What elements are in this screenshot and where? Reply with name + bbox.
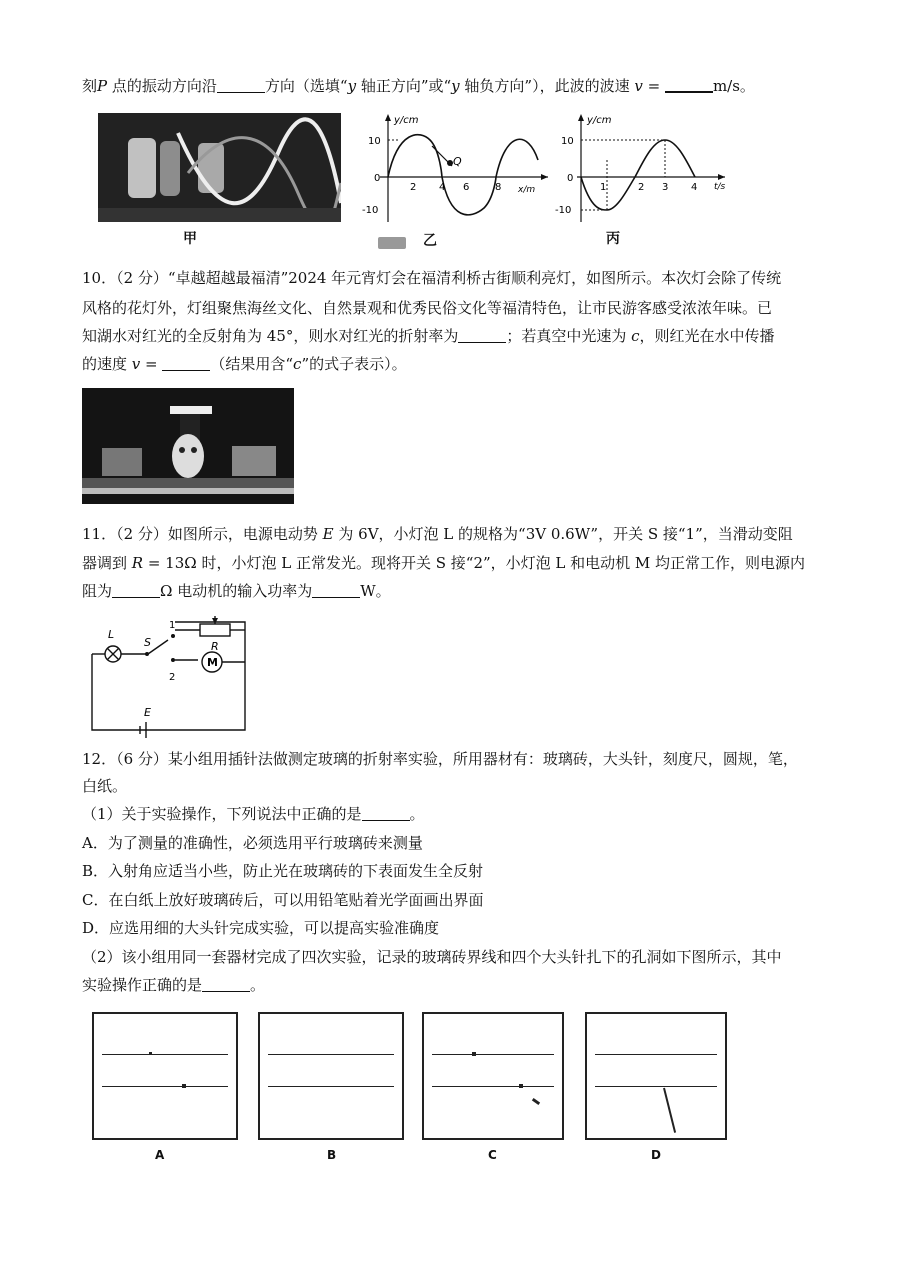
slider-arrow xyxy=(212,618,218,624)
label-2: 2 xyxy=(169,672,176,683)
box-label-b: B xyxy=(327,1148,337,1162)
answer-blank[interactable] xyxy=(162,356,210,371)
rheostat xyxy=(200,624,230,636)
tick-y-neg10: -10 xyxy=(555,205,572,216)
q11-line2: 器调到 R = 13Ω 时，小灯泡 L 正常发光。现将开关 S 接“2”，小灯泡 L 和电动机 M 均正常工作，则电源内 xyxy=(82,554,806,572)
tick-t-2: 2 xyxy=(638,182,645,193)
scan-mark xyxy=(378,237,406,249)
label-E: E xyxy=(144,706,151,719)
label-1: 1 xyxy=(169,620,176,631)
boundary-top xyxy=(268,1054,394,1055)
answer-blank[interactable] xyxy=(202,977,250,992)
q10-line4: 的速度 v = （结果用含“c”的式子表示）。 xyxy=(82,355,407,373)
tick-t-3: 3 xyxy=(662,182,669,193)
boundary-top xyxy=(595,1054,717,1055)
q12-option-d: D．应选用细的大头针完成实验，可以提高实验准确度 xyxy=(82,919,440,937)
caption-yi: 乙 xyxy=(423,233,437,249)
q12-option-b: B．入射角应适当小些，防止光在玻璃砖的下表面发生全反射 xyxy=(82,862,484,880)
box-label-c: C xyxy=(488,1148,497,1162)
wave-photo xyxy=(98,113,341,222)
tick-t-1: 1 xyxy=(600,182,607,193)
pin-hole xyxy=(519,1084,523,1088)
record-box-b xyxy=(258,1012,404,1140)
caption-bing: 丙 xyxy=(606,231,620,247)
boundary-bottom xyxy=(268,1086,394,1087)
record-box-d xyxy=(585,1012,727,1140)
pin-hole xyxy=(182,1084,186,1088)
tick-x-2: 2 xyxy=(410,182,417,193)
record-box-a xyxy=(92,1012,238,1140)
wave-graph-yi xyxy=(360,110,550,225)
pin-hole xyxy=(472,1052,476,1056)
tick-y-10: 10 xyxy=(561,136,574,147)
y-label: y/cm xyxy=(587,115,612,126)
q12-line1: 12．（6 分）某小组用插针法做测定玻璃的折射率实验，所用器材有：玻璃砖，大头针，刻度尺，圆规，笔， xyxy=(82,750,798,768)
box-label-a: A xyxy=(155,1148,165,1162)
label-R: R xyxy=(211,640,219,653)
q12-option-a: A．为了测量的准确性，必须选用平行玻璃砖来测量 xyxy=(82,834,423,852)
lantern-photo xyxy=(82,388,294,504)
tick-x-6: 6 xyxy=(463,182,470,193)
q12-option-c: C．在白纸上放好玻璃砖后，可以用铅笔贴着光学面画出界面 xyxy=(82,891,484,909)
label-L: L xyxy=(108,628,115,641)
tick-y-10: 10 xyxy=(368,136,381,147)
boundary-bottom xyxy=(432,1086,554,1087)
wave-photo-drawing xyxy=(98,113,341,222)
answer-blank[interactable] xyxy=(665,77,713,93)
contact-2 xyxy=(171,658,175,662)
label-S: S xyxy=(144,636,151,649)
q11-line1: 11．（2 分）如图所示，电源电动势 E 为 6V，小灯泡 L 的规格为“3V 0.6W”，开关 S 接“1”，当滑动变阻 xyxy=(82,525,793,543)
tick-x-4: 4 xyxy=(439,182,446,193)
vibration-graph-bing xyxy=(555,110,735,225)
q9-tail-line: 刻P 点的振动方向沿 方向（选填“y 轴正方向”或“y 轴负方向”），此波的波速 v = m/s。 xyxy=(82,77,755,95)
boundary-bottom xyxy=(102,1086,228,1087)
pin-hole xyxy=(149,1052,152,1055)
tick-t-4: 4 xyxy=(691,182,698,193)
y-label: y/cm xyxy=(394,115,419,126)
box-label-d: D xyxy=(651,1148,661,1162)
switch-pivot xyxy=(145,652,149,656)
q10-line2: 风格的花灯外，灯组聚焦海丝文化、自然景观和优秀民俗文化等福清特色，让市民游客感受浓浓年味。已 xyxy=(82,299,773,317)
wave-curve xyxy=(388,135,538,215)
refracted-ray-mark xyxy=(663,1088,676,1133)
q10-line3: 知湖水对红光的全反射角为 45°，则水对红光的折射率为 ；若真空中光速为 c，则红光在水中传播 xyxy=(82,327,775,345)
answer-blank[interactable] xyxy=(112,583,160,598)
boundary-top xyxy=(102,1054,228,1055)
y-axis-arrow xyxy=(385,114,391,121)
lantern-photo-drawing xyxy=(82,388,294,504)
boundary-bottom xyxy=(595,1086,717,1087)
y-axis-arrow xyxy=(578,114,584,121)
t-unit: t/s xyxy=(714,182,726,192)
answer-blank[interactable] xyxy=(217,78,265,93)
circuit-diagram xyxy=(80,612,270,738)
q10-line1: 10．（2 分）“卓越超越最福清”2024 年元宵灯会在福清利桥古街顺利亮灯，如图所示。本次灯会除了传统 xyxy=(82,269,782,287)
tick-x-8: 8 xyxy=(495,182,502,193)
label-M: M xyxy=(207,656,218,669)
boundary-top xyxy=(432,1054,554,1055)
vibration-curve xyxy=(581,140,698,210)
pin-hole xyxy=(532,1098,540,1105)
record-box-c xyxy=(422,1012,564,1140)
q11-line3: 阻为 Ω 电动机的输入功率为 W。 xyxy=(82,582,391,600)
answer-blank[interactable] xyxy=(312,583,360,598)
q12-line2: 白纸。 xyxy=(82,777,128,795)
q12-sub2-line1: （2）该小组用同一套器材完成了四次实验，记录的玻璃砖界线和四个大头针扎下的孔洞如下图所示，其中 xyxy=(82,948,782,966)
contact-1 xyxy=(171,634,175,638)
lamp-cross xyxy=(107,648,119,660)
answer-blank[interactable] xyxy=(458,328,506,343)
tick-y-0: 0 xyxy=(567,173,574,184)
q12-sub1: （1）关于实验操作，下列说法中正确的是 。 xyxy=(82,805,425,823)
tick-y-0: 0 xyxy=(374,173,381,184)
t-axis-arrow xyxy=(718,174,725,180)
tick-y-neg10: -10 xyxy=(362,205,379,216)
switch-blade xyxy=(148,640,168,654)
point-q-label: Q xyxy=(453,155,462,168)
caption-jia: 甲 xyxy=(183,231,197,247)
x-unit: x/m xyxy=(518,185,536,195)
q12-sub2-line2: 实验操作正确的是 。 xyxy=(82,976,266,994)
answer-blank[interactable] xyxy=(362,806,410,821)
x-axis-arrow xyxy=(541,174,548,180)
